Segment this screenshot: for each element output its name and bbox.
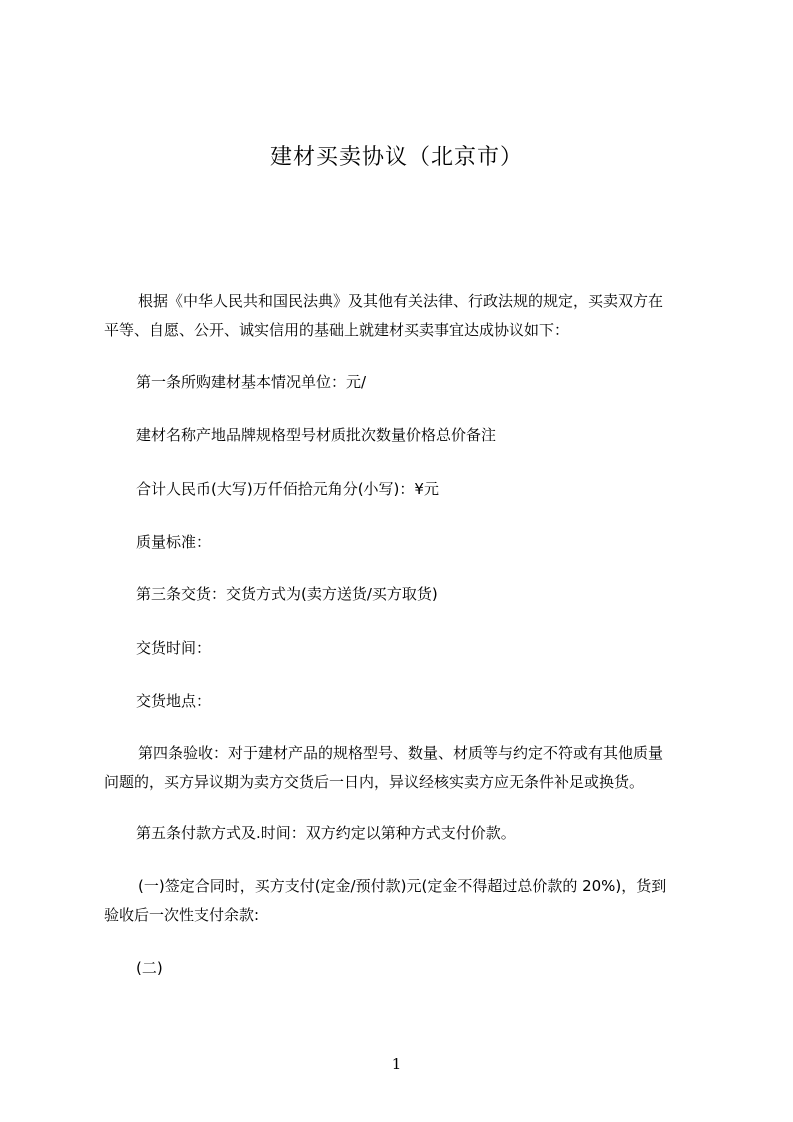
article-5: 第五条付款方式及.时间：双方约定以第种方式支付价款。 xyxy=(136,824,516,842)
total-amount: 合计人民币(大写)万仟佰拾元角分(小写)：¥元 xyxy=(136,480,439,498)
item-1-line-1: (一)签定合同时，买方支付(定金/预付款)元(定金不得超过总价款的 20%)，货到 xyxy=(138,877,667,895)
article-1: 第一条所购建材基本情况单位：元/ xyxy=(136,373,367,391)
document-title: 建材买卖协议（北京市） xyxy=(269,145,523,170)
article-4-line-1: 第四条验收：对于建材产品的规格型号、数量、材质等与约定不符或有其他质量 xyxy=(138,744,664,762)
article-4-line-2: 问题的，买方异议期为卖方交货后一日内，异议经核实卖方应无条件补足或换货。 xyxy=(104,773,645,791)
page-number: 1 xyxy=(391,1055,402,1073)
delivery-place: 交货地点： xyxy=(136,692,212,710)
delivery-time: 交货时间： xyxy=(136,639,212,657)
intro-line-1: 根据《中华人民共和国民法典》及其他有关法律、行政法规的规定，买卖双方在 xyxy=(138,292,664,310)
item-2: (二) xyxy=(136,959,163,977)
quality-standard: 质量标准： xyxy=(136,533,212,551)
table-header-text: 建材名称产地品牌规格型号材质批次数量价格总价备注 xyxy=(136,426,497,444)
item-1-line-2: 验收后一次性支付余款: xyxy=(104,906,260,924)
intro-line-2: 平等、自愿、公开、诚实信用的基础上就建材买卖事宜达成协议如下： xyxy=(104,321,570,339)
article-3: 第三条交货：交货方式为(卖方送货/买方取货) xyxy=(136,585,438,603)
